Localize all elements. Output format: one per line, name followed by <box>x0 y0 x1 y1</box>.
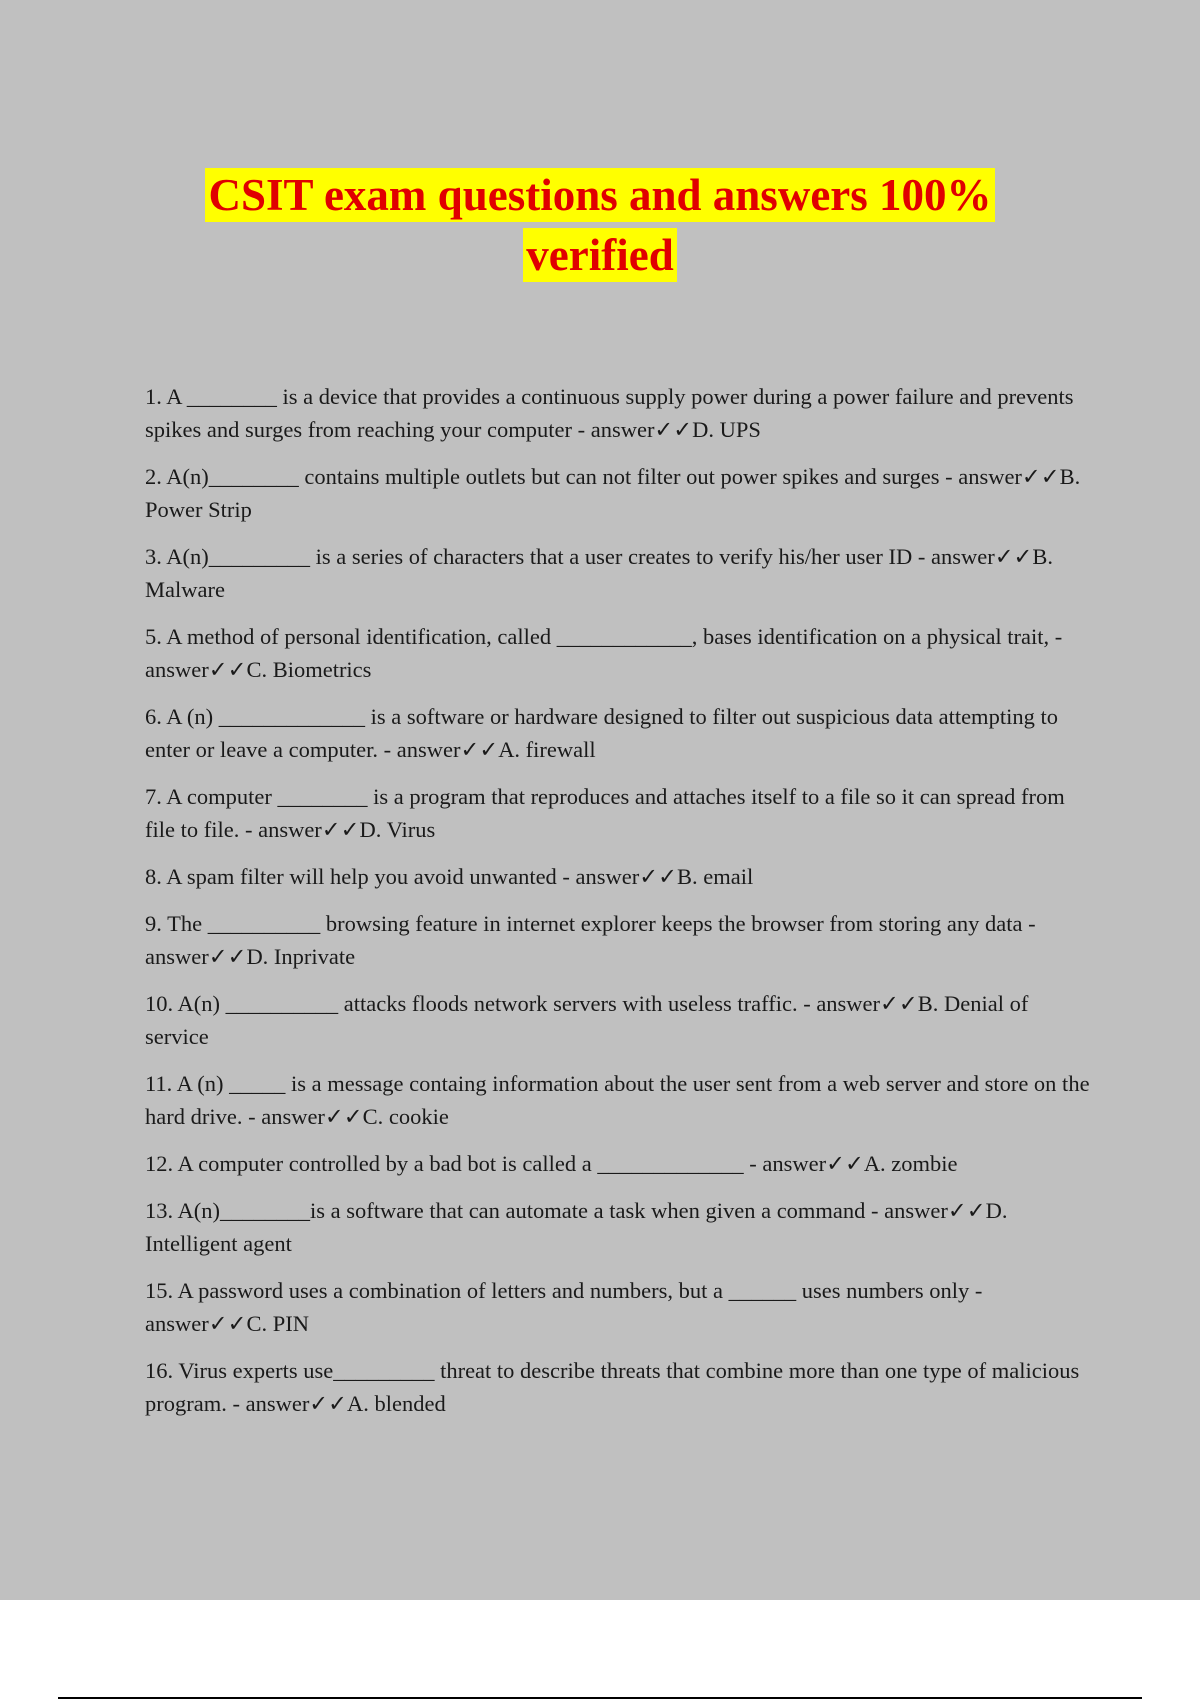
title-line-2: verified <box>523 228 676 282</box>
question-text: 8. A spam filter will help you avoid unwanted - answer✓✓ <box>145 864 677 889</box>
qa-item <box>145 860 1090 893</box>
qa-item <box>145 380 1090 446</box>
answer-text: B. Power Strip <box>145 464 1081 522</box>
answer-text: D. Virus <box>359 817 436 842</box>
answer-text: C. cookie <box>362 1104 449 1129</box>
qa-item <box>145 1067 1090 1133</box>
question-text: 10. A(n) __________ attacks floods network servers with useless traffic. - answer✓✓ <box>145 991 918 1016</box>
answer-text: C. PIN <box>246 1311 309 1336</box>
answer-text: D. Intelligent agent <box>145 1198 1008 1256</box>
answer-text: C. Biometrics <box>246 657 372 682</box>
question-text: 13. A(n)________is a software that can automate a task when given a command - answer✓✓ <box>145 1198 986 1223</box>
footer-rule <box>58 1697 1142 1699</box>
question-text: 12. A computer controlled by a bad bot is called a _____________ - answer✓✓ <box>145 1151 864 1176</box>
question-text: 16. Virus experts use_________ threat to describe threats that combine more than one type of malicious program. - answer✓✓ <box>145 1358 1080 1416</box>
answer-text: B. Denial of service <box>145 991 1029 1049</box>
qa-item <box>145 540 1090 606</box>
qa-item <box>145 1194 1090 1260</box>
qa-item <box>145 1274 1090 1340</box>
title-line-1: CSIT exam questions and answers 100% <box>205 168 994 222</box>
question-text: 6. A (n) _____________ is a software or hardware designed to filter out suspicious data attempting to enter or leave a computer. - answer✓✓ <box>145 704 1058 762</box>
answer-text: D. Inprivate <box>246 944 356 969</box>
answer-text: D. UPS <box>692 417 761 442</box>
question-text: 7. A computer ________ is a program that reproduces and attaches itself to a file so it can spread from file to file. - answer✓✓ <box>145 784 1065 842</box>
qa-item <box>145 620 1090 686</box>
question-text: 1. A ________ is a device that provides a continuous supply power during a power failure and prevents spikes and surges from reaching your computer - answer✓✓ <box>145 384 1074 442</box>
qa-item <box>145 1147 1090 1180</box>
answer-text: A. zombie <box>863 1151 958 1176</box>
answer-text: B. Malware <box>145 544 1054 602</box>
question-text: 2. A(n)________ contains multiple outlets but can not filter out power spikes and surges - answer✓✓ <box>145 464 1060 489</box>
question-answer-list <box>145 380 1090 1434</box>
question-text: 3. A(n)_________ is a series of characters that a user creates to verify his/her user ID - answer✓✓ <box>145 544 1033 569</box>
answer-text: B. email <box>676 864 754 889</box>
question-text: 5. A method of personal identification, called ____________, bases identification on a physical trait, - answer✓✓ <box>145 624 1063 682</box>
qa-item <box>145 700 1090 766</box>
qa-item <box>145 460 1090 526</box>
answer-text: A. firewall <box>498 737 596 762</box>
qa-item <box>145 987 1090 1053</box>
document-title <box>0 168 1200 282</box>
qa-item <box>145 907 1090 973</box>
question-text: 15. A password uses a combination of letters and numbers, but a ______ uses numbers only - answer✓✓ <box>145 1278 983 1336</box>
qa-item <box>145 780 1090 846</box>
answer-text: A. blended <box>347 1391 446 1416</box>
qa-item <box>145 1354 1090 1420</box>
question-text: 11. A (n) _____ is a message containg information about the user sent from a web server and store on the hard drive. - answer✓✓ <box>145 1071 1090 1129</box>
question-text: 9. The __________ browsing feature in internet explorer keeps the browser from storing any data - answer✓✓ <box>145 911 1036 969</box>
